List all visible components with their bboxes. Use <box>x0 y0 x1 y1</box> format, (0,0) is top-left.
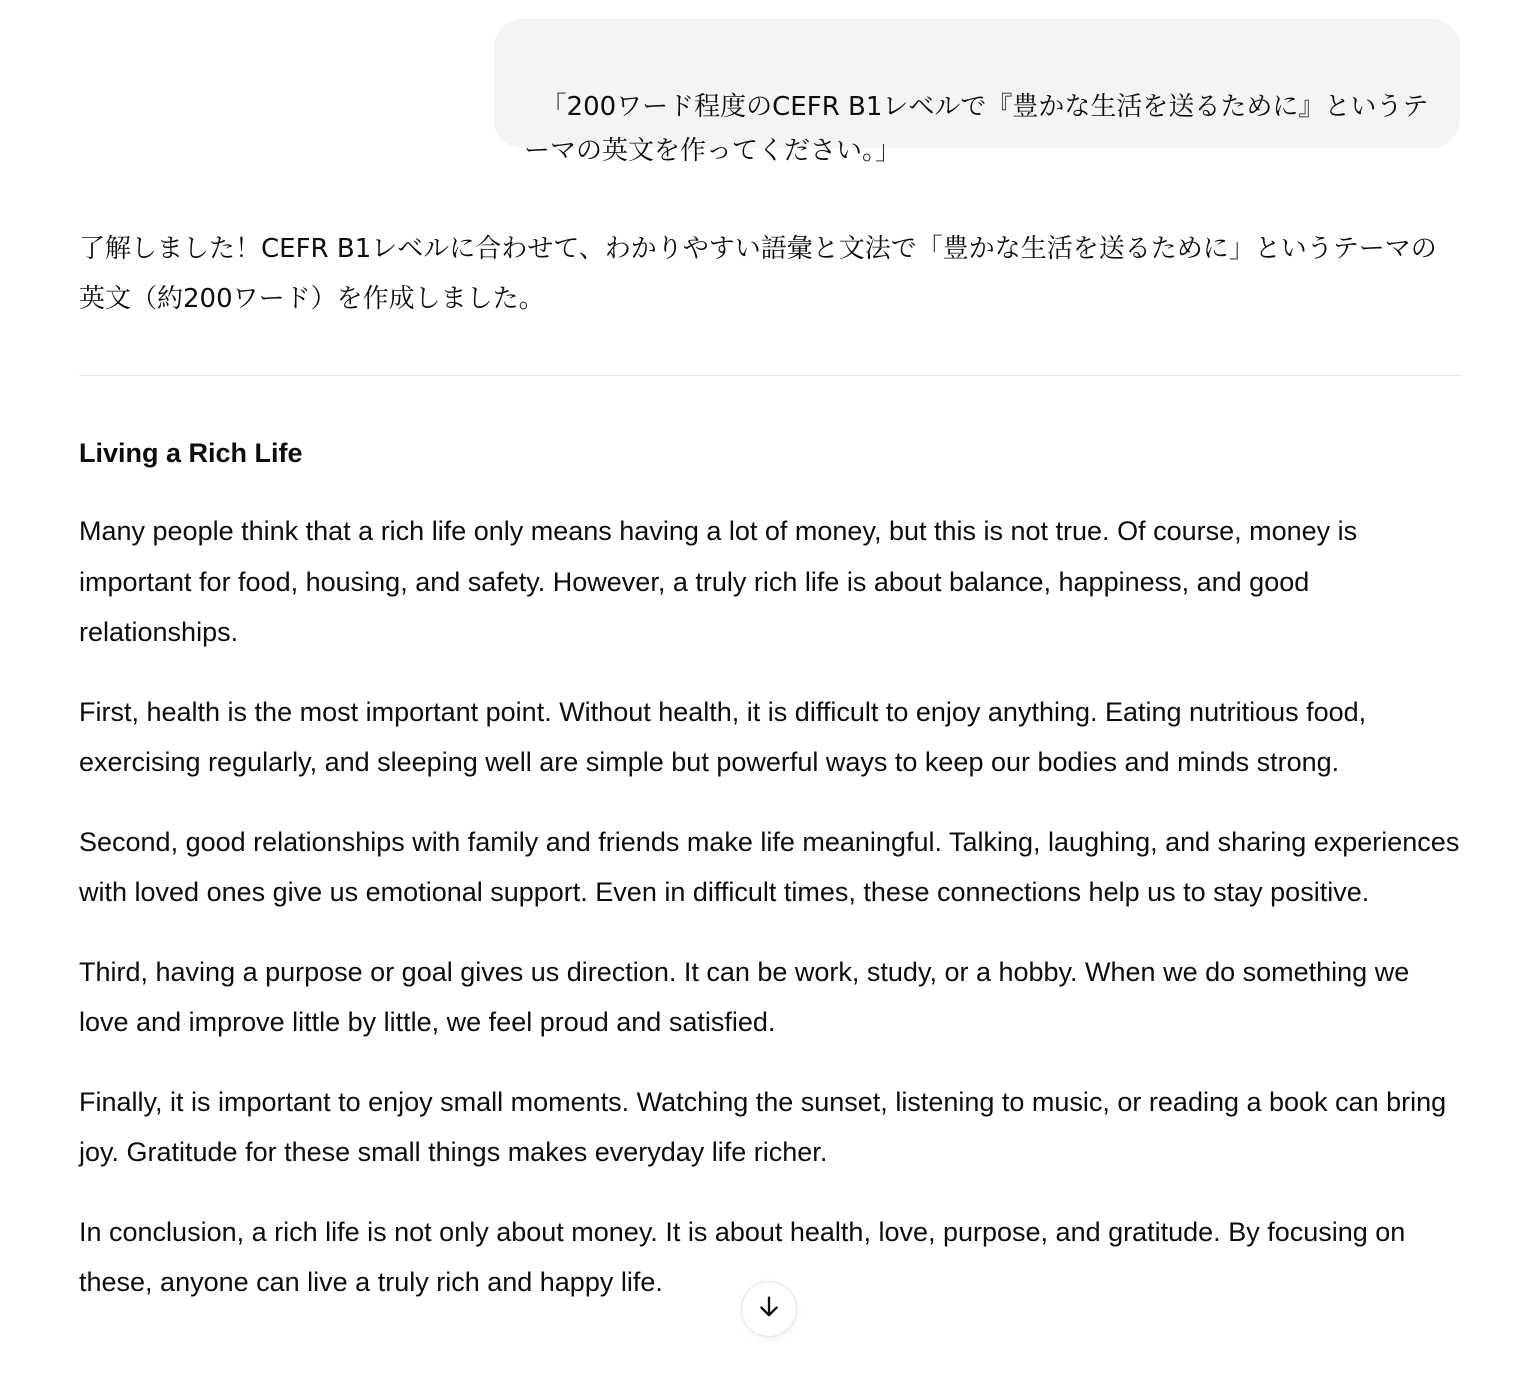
essay-paragraph: First, health is the most important point. Without health, it is difficult to enjoy anything. Eating nutritious food, exercising regularly, and sleeping well are simple but powerful ways to keep our bodies and minds strong. <box>79 696 1367 777</box>
essay-paragraph: In conclusion, a rich life is not only about money. It is about health, love, purpose, and gratitude. By focusing on these, anyone can live a truly rich and happy life. <box>79 1216 1406 1297</box>
divider <box>79 375 1461 376</box>
arrow-down-icon <box>755 1293 783 1325</box>
user-message-text: 「200ワード程度のCEFR B1レベルで『豊かな生活を送るために』というテーマの英文を作ってください。」 <box>524 92 1429 166</box>
scroll-to-bottom-button[interactable] <box>741 1281 797 1337</box>
essay-paragraph: Finally, it is important to enjoy small moments. Watching the sunset, listening to music, or reading a book can bring joy. Gratitude for these small things makes everyday life richer. <box>79 1086 1447 1167</box>
essay-paragraph: Many people think that a rich life only means having a lot of money, but this is not true. Of course, money is important for food, housing, and safety. However, a truly rich life is about balance, happiness, and good relationships. <box>79 516 1358 647</box>
user-message-bubble <box>494 19 1460 166</box>
essay-paragraph: Second, good relationships with family and friends make life meaningful. Talking, laughing, and sharing experiences with loved ones give us emotional support. Even in difficult times, these connections help us to stay positive. <box>79 826 1460 907</box>
essay-title: Living a Rich Life <box>79 438 303 468</box>
essay-paragraph: Third, having a purpose or goal gives us direction. It can be work, study, or a hobby. When we do something we love and improve little by little, we feel proud and satisfied. <box>79 956 1410 1037</box>
assistant-intro: 了解しました！CEFR B1レベルに合わせて、わかりやすい語彙と文法で「豊かな生活を送るために」というテーマの英文（約200ワード）を作成しました。 <box>79 234 1437 314</box>
assistant-message <box>79 224 1461 1308</box>
